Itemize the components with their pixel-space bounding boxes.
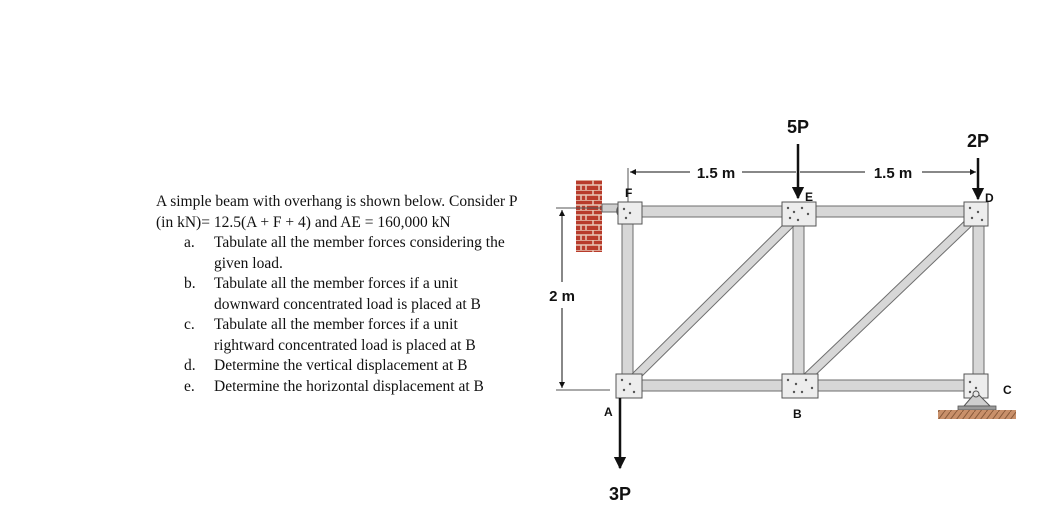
task-item [184,233,526,274]
problem-statement [156,192,526,397]
task-text: Determine the horizontal displacement at B [214,377,484,395]
task-text: Tabulate all the member forces if a unit rightward concentrated load is placed at B [214,316,476,354]
task-item [184,315,526,356]
dim-span-2: 1.5 m [873,165,913,182]
task-text: Determine the vertical displacement at B [214,357,468,374]
dim-span-1: 1.5 m [696,165,736,182]
node-label-b: B [793,407,802,421]
task-item [184,274,526,315]
gusset-d [964,202,988,226]
member-bd [800,212,980,384]
gusset-b [782,374,818,398]
dim-height: 2 m [549,288,575,305]
task-text: Tabulate all the member forces if a unit downward concentrated load is placed at B [214,275,481,313]
brick-wall [576,180,602,252]
member-cd [973,210,984,388]
truss-members [622,206,984,391]
node-label-d: D [985,191,994,205]
task-marker: e. [184,377,195,395]
task-marker: c. [184,316,195,333]
node-label-c: C [1003,383,1012,397]
node-label-e: E [805,190,814,204]
task-item [184,356,526,377]
task-marker: d. [184,357,196,374]
task-list [156,233,526,397]
load-label-d: 2P [966,131,990,151]
gusset-a [616,374,642,398]
node-label-f: F [625,186,633,200]
task-text: Tabulate all the member forces considering the given load. [214,234,505,272]
truss-diagram [530,100,1030,510]
member-af [622,210,633,388]
ground [938,410,1016,419]
task-marker: a. [184,234,195,251]
node-label-a: A [604,405,613,419]
task-item [184,377,526,398]
problem-intro: A simple beam with overhang is shown below. Consider P (in kN)= 12.5(A + F + 4) and AE = 160,000 kN [156,193,517,231]
load-label-e: 5P [786,117,810,137]
member-be [793,210,804,388]
task-marker: b. [184,275,196,292]
member-ae [628,212,802,384]
load-label-a: 3P [608,484,632,504]
gusset-e [782,202,816,226]
